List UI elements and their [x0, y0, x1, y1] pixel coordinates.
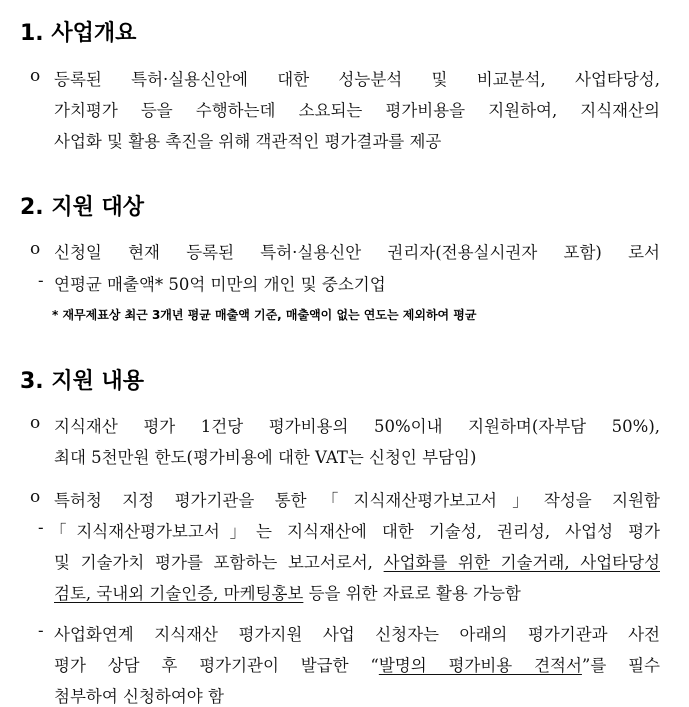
d2-line-2-post: ”를 필수: [581, 656, 660, 675]
section-3-heading: 3. 지원 내용: [20, 369, 144, 394]
section-1-line-3: 사업화 및 활용 촉진을 위해 객관적인 평가결과를 제공: [54, 132, 442, 151]
section-3-p2: 특허청 지정 평가기관을 통한「지식재산평가보고서」작성을 지원함: [54, 491, 660, 510]
section-3-p1-line-1: 지식재산 평가 1건당 평가비용의 50%이내 지원하며(자부담 50%),: [54, 417, 660, 436]
section-2-sub: 연평균 매출액* 50억 미만의 개인 및 중소기업: [54, 275, 386, 294]
section-3-d1-dash: -: [38, 518, 44, 537]
section-3-d1-line-2: [54, 549, 660, 573]
section-3-bullet-1: o: [30, 413, 41, 433]
section-3-d1-line-3: [54, 580, 521, 604]
section-3-d2-line-2: [54, 652, 660, 676]
section-1-heading: 1. 사업개요: [20, 21, 137, 46]
d1-line-3-plain: 등을 위한 자료로 활용 가능함: [303, 584, 521, 603]
d1-line-3-underlined: 검토, 국내외 기술인증, 마케팅홍보: [54, 584, 304, 603]
section-2-dash: -: [38, 271, 44, 290]
section-3-bullet-2: o: [30, 487, 41, 507]
section-2-bullet: o: [30, 239, 41, 259]
section-1-bullet: o: [30, 66, 41, 86]
section-2-footnote: * 재무제표상 최근 3개년 평균 매출액 기준, 매출액이 없는 연도는 제외하여 평균: [52, 308, 477, 322]
section-3-d2-line-3: 첨부하여 신청하여야 함: [54, 687, 224, 706]
d1-line-2-underlined: 사업화를 위한 기술거래, 사업타당성: [383, 553, 660, 572]
section-1-line-2: 가치평가 등을 수행하는데 소요되는 평가비용을 지원하여, 지식재산의: [54, 101, 660, 120]
section-3-d2-dash: -: [38, 621, 44, 640]
section-2-line-1: 신청일 현재 등록된 특허·실용신안 권리자(전용실시권자 포함) 로서: [54, 243, 660, 262]
section-3-d2-line-1: 사업화연계 지식재산 평가지원 사업 신청자는 아래의 평가기관과 사전: [54, 625, 660, 644]
section-3-d1-line-1: 「지식재산평가보고서」는 지식재산에 대한 기술성, 권리성, 사업성 평가: [50, 522, 660, 541]
section-3-p1-line-2: 최대 5천만원 한도(평가비용에 대한 VAT는 신청인 부담임): [54, 448, 477, 467]
d2-line-2-pre: 평가 상담 후 평가기관이 발급한 “: [54, 656, 379, 675]
section-1-line-1: 등록된 특허·실용신안에 대한 성능분석 및 비교분석, 사업타당성,: [54, 70, 660, 89]
d1-line-2-plain: 및 기술가치 평가를 포함하는 보고서로서,: [54, 553, 384, 572]
d2-line-2-underlined: 발명의 평가비용 견적서: [378, 656, 582, 675]
section-2-heading: 2. 지원 대상: [20, 195, 144, 220]
